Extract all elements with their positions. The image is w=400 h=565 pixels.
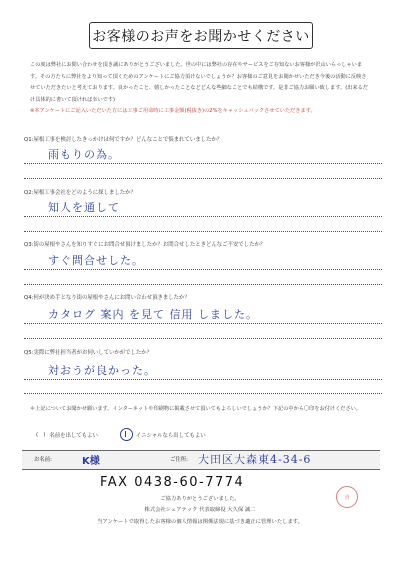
question-2: Q2:屋根工事会社をどのように探しましたか？	[24, 190, 136, 196]
answer-line	[24, 284, 382, 285]
question-1: Q1:屋根工事を検討したきっかけは何ですか？どんなことで悩まれていましたか？	[24, 137, 223, 143]
answer-line	[24, 231, 382, 232]
intro-paragraph	[30, 60, 370, 118]
answer-5: 対おうが良かった。	[48, 364, 156, 377]
option-1-checkbox[interactable]: ( )	[36, 431, 46, 438]
option-2-label: イニシャルなら出してもよい	[135, 432, 206, 439]
company-signature: 株式会社シェアテック 代表取締役 大久保 誠二	[144, 507, 256, 513]
question-4: Q4:何が決め手となり街の屋根やさんにお問い合わせ頂きましたか？	[24, 295, 190, 301]
answer-line	[24, 269, 382, 270]
answer-line	[24, 393, 382, 394]
address-label: ご住所:	[170, 457, 188, 463]
fax-number: FAX 0438-60-7774	[100, 475, 245, 490]
answer-line	[24, 323, 382, 324]
publication-question: ＊上記についてお聞かせ願います。インターネットや印刷物に掲載させて頂いてもよろしいでしょうか？下記の中から〇印をお付けください。	[30, 406, 362, 412]
survey-title: お客様のお声をお聞かせください	[89, 22, 313, 49]
cashback-note: ※本アンケートにご記入いただいた方には工事ご用命時に工事金額(税抜き)の2%をキャッシュバックさせていただきます。	[30, 108, 316, 115]
name-label: お名前:	[34, 457, 52, 463]
seal-stamp: 済	[336, 486, 358, 508]
answer-2: 知人を通して	[48, 201, 120, 214]
answer-line	[24, 338, 382, 339]
answer-line	[24, 178, 382, 179]
thanks-text: ご協力ありがとうございました。	[160, 496, 240, 502]
option-2-circle-mark[interactable]	[120, 428, 133, 441]
answer-line	[24, 379, 382, 380]
answer-3: すぐ問合せした。	[48, 254, 144, 267]
question-5: Q5:実際に弊社担当者がお伺いしていかがでしたか？	[24, 350, 153, 356]
privacy-note: 当アンケートで取得したお客様の個人情報は関係法規に基づき適正に管理いたします。	[97, 519, 303, 525]
customer-info-box	[22, 450, 380, 470]
option-1-label: 名前を出してもよい	[49, 432, 98, 439]
question-3: Q3:街の屋根やさんを知りすぐにお問合せ頂けましたか？お問合せしたときどんなご不安でしたか？	[24, 242, 266, 248]
answer-line	[24, 163, 382, 164]
publication-options	[36, 428, 206, 441]
answer-line	[24, 216, 382, 217]
answer-1: 雨もりの為。	[48, 148, 120, 161]
name-value: K様	[82, 456, 100, 467]
intro-text: この度は弊社にお問い合わせを頂き誠にありがとうございました。世の中には弊社の存在やサービスをご存知ないお客様が沢山いらっしゃいます。その方たちに弊社をより知って頂くためのアンケートにご協力頂けないでしょうか？お客様のご意見をお聞かせいただき今後の活動に反映させていただきたいと考えております。良かったこと、嬉しかったことなどどんな些細なことでも結構です。是非ご協力お願い致します。(出来るだけ具体的に書いて頂ければ幸いです)	[30, 62, 368, 103]
answer-4: カタログ 案内 を見て 信用 しました。	[48, 308, 258, 321]
address-value: 大田区大森東4-34-6	[198, 453, 312, 466]
